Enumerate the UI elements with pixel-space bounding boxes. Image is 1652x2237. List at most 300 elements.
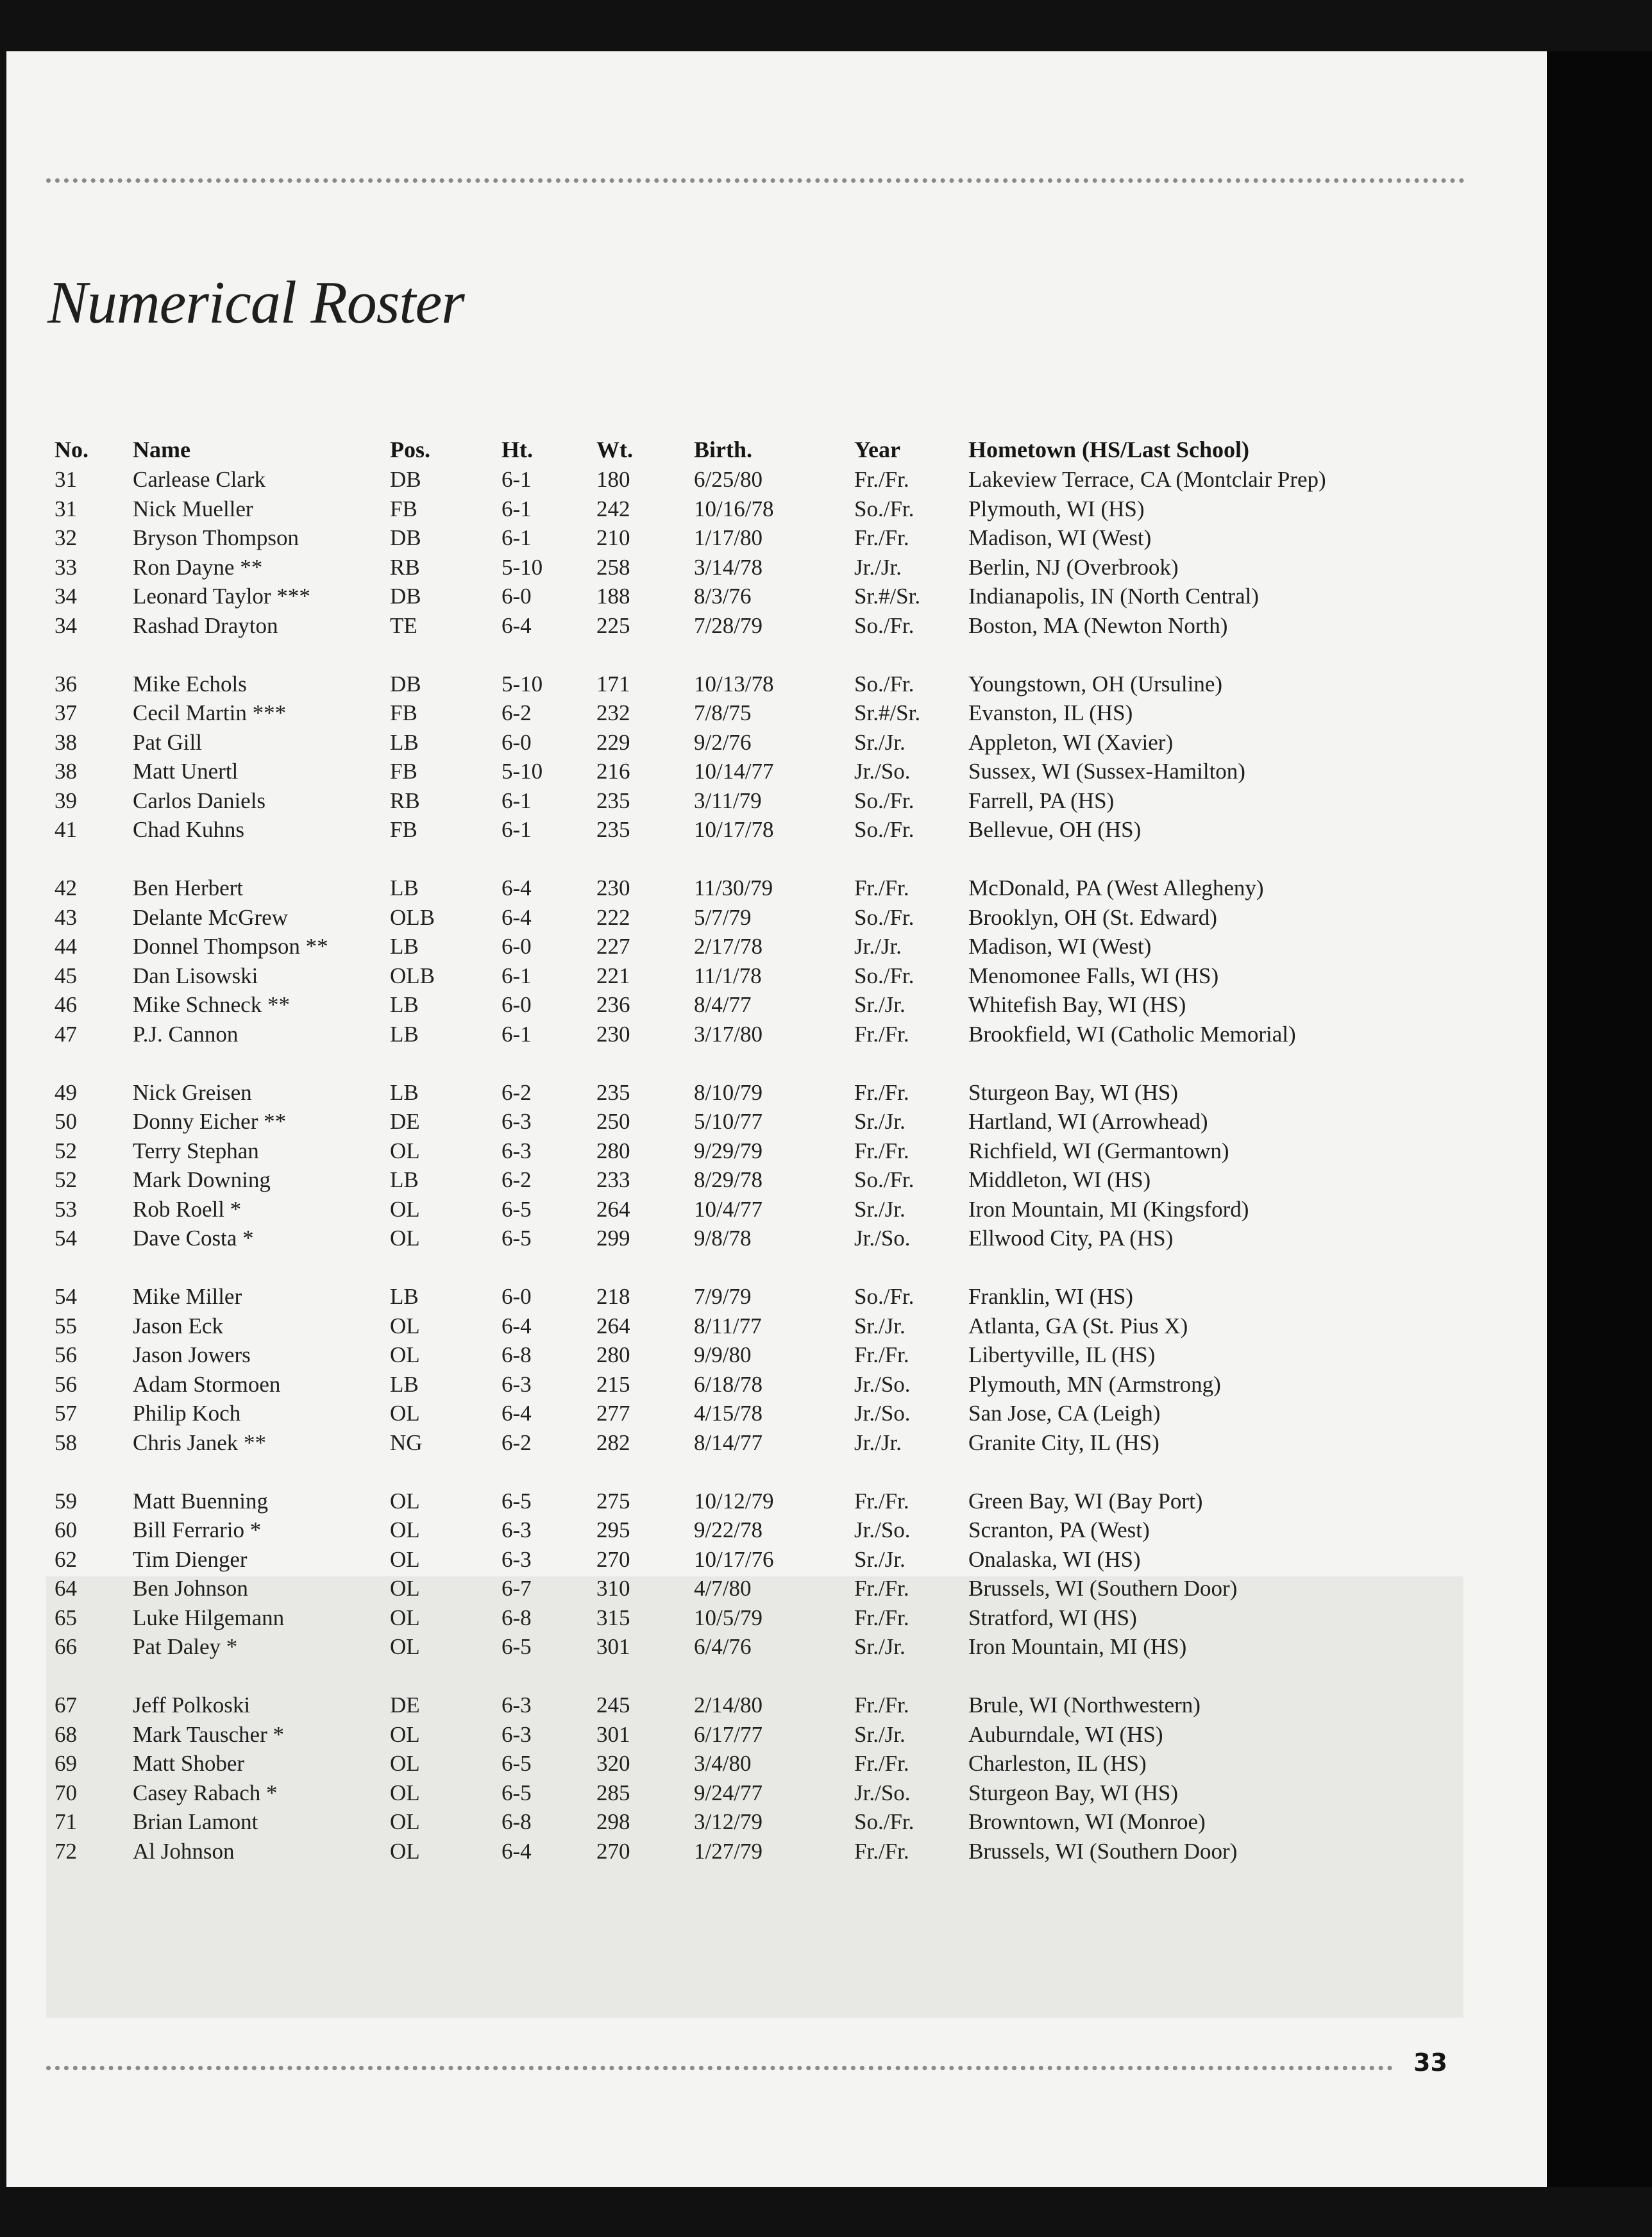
row-11-no: 39 (55, 788, 77, 813)
row-16-ht: 6-1 (501, 963, 532, 988)
row-7-hometown: Youngstown, OH (Ursuline) (968, 671, 1223, 696)
row-2-wt: 242 (596, 496, 630, 521)
row-2-name: Nick Mueller (133, 496, 253, 521)
row-15-no: 44 (55, 934, 77, 959)
page-title: Numerical Roster (47, 269, 464, 336)
row-13-hometown: McDonald, PA (West Allegheny) (968, 875, 1264, 900)
row-41-year: So./Fr. (854, 1809, 914, 1834)
row-15-wt: 227 (596, 934, 630, 959)
row-32-hometown: Scranton, PA (West) (968, 1517, 1150, 1542)
row-19-hometown: Sturgeon Bay, WI (HS) (968, 1079, 1178, 1105)
row-20-ht: 6-3 (501, 1109, 532, 1134)
row-38-wt: 301 (596, 1721, 630, 1747)
row-38-hometown: Auburndale, WI (HS) (968, 1721, 1163, 1747)
row-39-pos: OL (390, 1751, 420, 1776)
row-30-ht: 6-2 (501, 1430, 532, 1455)
row-9-birth: 9/2/76 (694, 729, 752, 755)
row-18-pos: LB (390, 1021, 419, 1047)
row-17-pos: LB (390, 992, 419, 1017)
row-28-birth: 6/18/78 (694, 1371, 763, 1397)
row-15-name: Donnel Thompson ** (133, 934, 328, 959)
row-25-hometown: Franklin, WI (HS) (968, 1284, 1133, 1309)
row-34-name: Ben Johnson (133, 1576, 248, 1601)
row-16-hometown: Menomonee Falls, WI (HS) (968, 963, 1219, 988)
row-27-year: Fr./Fr. (854, 1342, 909, 1367)
row-19-birth: 8/10/79 (694, 1079, 763, 1105)
row-4-pos: RB (390, 554, 420, 580)
row-19-year: Fr./Fr. (854, 1079, 909, 1105)
row-14-birth: 5/7/79 (694, 904, 752, 930)
row-21-ht: 6-3 (501, 1138, 532, 1163)
row-13-year: Fr./Fr. (854, 875, 909, 900)
row-4-hometown: Berlin, NJ (Overbrook) (968, 554, 1179, 580)
row-7-ht: 5-10 (501, 671, 543, 696)
row-39-birth: 3/4/80 (694, 1751, 752, 1776)
row-14-no: 43 (55, 904, 77, 930)
row-16-pos: OLB (390, 963, 435, 988)
row-37-ht: 6-3 (501, 1693, 532, 1718)
row-5-year: Sr.#/Sr. (854, 584, 921, 609)
row-31-year: Fr./Fr. (854, 1488, 909, 1514)
row-1-wt: 180 (596, 467, 630, 492)
row-4-ht: 5-10 (501, 554, 543, 580)
row-13-birth: 11/30/79 (694, 875, 773, 900)
row-36-wt: 301 (596, 1634, 630, 1659)
row-19-pos: LB (390, 1079, 419, 1105)
row-21-no: 52 (55, 1138, 77, 1163)
row-6-no: 34 (55, 612, 77, 638)
row-11-ht: 6-1 (501, 788, 532, 813)
row-17-birth: 8/4/77 (694, 992, 752, 1017)
row-25-ht: 6-0 (501, 1284, 532, 1309)
row-25-no: 54 (55, 1284, 77, 1309)
row-1-birth: 6/25/80 (694, 467, 763, 492)
row-11-pos: RB (390, 788, 420, 813)
row-3-ht: 6-1 (501, 525, 532, 550)
row-22-pos: LB (390, 1167, 419, 1192)
row-10-no: 38 (55, 759, 77, 784)
row-20-wt: 250 (596, 1109, 630, 1134)
row-39-name: Matt Shober (133, 1751, 245, 1776)
row-36-birth: 6/4/76 (694, 1634, 752, 1659)
row-21-name: Terry Stephan (133, 1138, 259, 1163)
row-23-no: 53 (55, 1196, 77, 1222)
row-8-wt: 232 (596, 700, 630, 725)
row-3-wt: 210 (596, 525, 630, 550)
row-13-wt: 230 (596, 875, 630, 900)
row-36-year: Sr./Jr. (854, 1634, 906, 1659)
row-21-pos: OL (390, 1138, 420, 1163)
row-25-wt: 218 (596, 1284, 630, 1309)
row-32-ht: 6-3 (501, 1517, 532, 1542)
row-30-pos: NG (390, 1430, 423, 1455)
row-33-no: 62 (55, 1546, 77, 1572)
row-10-pos: FB (390, 759, 417, 784)
row-32-wt: 295 (596, 1517, 630, 1542)
row-33-pos: OL (390, 1546, 420, 1572)
row-15-pos: LB (390, 934, 419, 959)
row-26-wt: 264 (596, 1313, 630, 1338)
row-41-ht: 6-8 (501, 1809, 532, 1834)
row-33-birth: 10/17/76 (694, 1546, 774, 1572)
row-28-year: Jr./So. (854, 1371, 911, 1397)
row-27-wt: 280 (596, 1342, 630, 1367)
row-21-birth: 9/29/79 (694, 1138, 763, 1163)
row-24-name: Dave Costa * (133, 1226, 254, 1251)
row-34-hometown: Brussels, WI (Southern Door) (968, 1576, 1238, 1601)
row-39-year: Fr./Fr. (854, 1751, 909, 1776)
row-24-ht: 6-5 (501, 1226, 532, 1251)
row-3-no: 32 (55, 525, 77, 550)
row-6-hometown: Boston, MA (Newton North) (968, 612, 1228, 638)
row-8-ht: 6-2 (501, 700, 532, 725)
row-18-birth: 3/17/80 (694, 1021, 763, 1047)
row-9-wt: 229 (596, 729, 630, 755)
row-12-wt: 235 (596, 817, 630, 842)
row-31-pos: OL (390, 1488, 420, 1514)
row-16-year: So./Fr. (854, 963, 914, 988)
row-34-birth: 4/7/80 (694, 1576, 752, 1601)
row-28-name: Adam Stormoen (133, 1371, 281, 1397)
row-13-pos: LB (390, 875, 419, 900)
row-9-hometown: Appleton, WI (Xavier) (968, 729, 1174, 755)
header-name: Name (133, 437, 190, 462)
row-8-year: Sr.#/Sr. (854, 700, 921, 725)
row-26-birth: 8/11/77 (694, 1313, 762, 1338)
row-37-no: 67 (55, 1693, 77, 1718)
row-26-year: Sr./Jr. (854, 1313, 906, 1338)
row-35-pos: OL (390, 1605, 420, 1630)
row-30-year: Jr./Jr. (854, 1430, 902, 1455)
row-35-year: Fr./Fr. (854, 1605, 909, 1630)
row-40-hometown: Sturgeon Bay, WI (HS) (968, 1780, 1178, 1805)
row-27-hometown: Libertyville, IL (HS) (968, 1342, 1156, 1367)
row-5-birth: 8/3/76 (694, 584, 752, 609)
row-4-no: 33 (55, 554, 77, 580)
header-pos: Pos. (390, 437, 430, 462)
row-7-no: 36 (55, 671, 77, 696)
row-14-name: Delante McGrew (133, 904, 288, 930)
row-20-no: 50 (55, 1109, 77, 1134)
row-41-no: 71 (55, 1809, 77, 1834)
row-18-ht: 6-1 (501, 1021, 532, 1047)
row-40-year: Jr./So. (854, 1780, 911, 1805)
row-16-wt: 221 (596, 963, 630, 988)
row-3-birth: 1/17/80 (694, 525, 763, 550)
row-19-no: 49 (55, 1079, 77, 1105)
row-12-pos: FB (390, 817, 417, 842)
row-20-birth: 5/10/77 (694, 1109, 763, 1134)
row-31-no: 59 (55, 1488, 77, 1514)
row-26-hometown: Atlanta, GA (St. Pius X) (968, 1313, 1188, 1338)
row-2-year: So./Fr. (854, 496, 914, 521)
row-42-hometown: Brussels, WI (Southern Door) (968, 1838, 1238, 1864)
row-23-year: Sr./Jr. (854, 1196, 906, 1222)
row-38-year: Sr./Jr. (854, 1721, 906, 1747)
row-42-no: 72 (55, 1838, 77, 1864)
row-31-birth: 10/12/79 (694, 1488, 774, 1514)
row-27-no: 56 (55, 1342, 77, 1367)
row-29-wt: 277 (596, 1401, 630, 1426)
row-29-year: Jr./So. (854, 1401, 911, 1426)
row-17-name: Mike Schneck ** (133, 992, 290, 1017)
row-4-birth: 3/14/78 (694, 554, 763, 580)
row-21-hometown: Richfield, WI (Germantown) (968, 1138, 1229, 1163)
row-23-birth: 10/4/77 (694, 1196, 763, 1222)
row-17-hometown: Whitefish Bay, WI (HS) (968, 992, 1186, 1017)
row-11-name: Carlos Daniels (133, 788, 266, 813)
row-17-no: 46 (55, 992, 77, 1017)
row-16-name: Dan Lisowski (133, 963, 258, 988)
row-38-ht: 6-3 (501, 1721, 532, 1747)
row-40-ht: 6-5 (501, 1780, 532, 1805)
row-34-no: 64 (55, 1576, 77, 1601)
row-7-year: So./Fr. (854, 671, 914, 696)
row-24-pos: OL (390, 1226, 420, 1251)
row-35-hometown: Stratford, WI (HS) (968, 1605, 1137, 1630)
row-38-name: Mark Tauscher * (133, 1721, 284, 1747)
header-wt: Wt. (596, 437, 633, 462)
row-20-pos: DE (390, 1109, 420, 1134)
row-37-name: Jeff Polkoski (133, 1693, 251, 1718)
row-6-pos: TE (390, 612, 417, 638)
row-39-ht: 6-5 (501, 1751, 532, 1776)
row-14-wt: 222 (596, 904, 630, 930)
row-4-name: Ron Dayne ** (133, 554, 263, 580)
row-33-name: Tim Dienger (133, 1546, 248, 1572)
row-12-ht: 6-1 (501, 817, 532, 842)
row-25-pos: LB (390, 1284, 419, 1309)
header-no: No. (55, 437, 88, 462)
row-14-ht: 6-4 (501, 904, 532, 930)
row-8-pos: FB (390, 700, 417, 725)
row-2-pos: FB (390, 496, 417, 521)
row-30-name: Chris Janek ** (133, 1430, 267, 1455)
row-40-birth: 9/24/77 (694, 1780, 763, 1805)
row-23-name: Rob Roell * (133, 1196, 242, 1222)
row-24-hometown: Ellwood City, PA (HS) (968, 1226, 1174, 1251)
row-37-year: Fr./Fr. (854, 1693, 909, 1718)
row-6-birth: 7/28/79 (694, 612, 763, 638)
row-31-name: Matt Buenning (133, 1488, 268, 1514)
row-35-birth: 10/5/79 (694, 1605, 763, 1630)
row-7-birth: 10/13/78 (694, 671, 774, 696)
row-37-birth: 2/14/80 (694, 1693, 763, 1718)
row-30-hometown: Granite City, IL (HS) (968, 1430, 1159, 1455)
row-8-hometown: Evanston, IL (HS) (968, 700, 1133, 725)
row-20-hometown: Hartland, WI (Arrowhead) (968, 1109, 1208, 1134)
row-10-name: Matt Unertl (133, 759, 239, 784)
row-39-wt: 320 (596, 1751, 630, 1776)
row-11-hometown: Farrell, PA (HS) (968, 788, 1115, 813)
row-9-no: 38 (55, 729, 77, 755)
row-11-year: So./Fr. (854, 788, 914, 813)
row-13-ht: 6-4 (501, 875, 532, 900)
row-42-ht: 6-4 (501, 1838, 532, 1864)
row-5-ht: 6-0 (501, 584, 532, 609)
row-26-name: Jason Eck (133, 1313, 223, 1338)
row-28-no: 56 (55, 1371, 77, 1397)
row-10-birth: 10/14/77 (694, 759, 774, 784)
row-24-wt: 299 (596, 1226, 630, 1251)
row-18-hometown: Brookfield, WI (Catholic Memorial) (968, 1021, 1296, 1047)
row-28-hometown: Plymouth, MN (Armstrong) (968, 1371, 1221, 1397)
row-29-hometown: San Jose, CA (Leigh) (968, 1401, 1161, 1426)
row-22-no: 52 (55, 1167, 77, 1192)
row-42-name: Al Johnson (133, 1838, 235, 1864)
row-21-wt: 280 (596, 1138, 630, 1163)
row-3-pos: DB (390, 525, 421, 550)
row-2-birth: 10/16/78 (694, 496, 774, 521)
row-30-wt: 282 (596, 1430, 630, 1455)
row-22-year: So./Fr. (854, 1167, 914, 1192)
row-27-pos: OL (390, 1342, 420, 1367)
row-42-wt: 270 (596, 1838, 630, 1864)
header-hometown: Hometown (HS/Last School) (968, 437, 1250, 462)
row-41-birth: 3/12/79 (694, 1809, 763, 1834)
row-2-ht: 6-1 (501, 496, 532, 521)
row-5-hometown: Indianapolis, IN (North Central) (968, 584, 1259, 609)
row-5-pos: DB (390, 584, 421, 609)
row-5-wt: 188 (596, 584, 630, 609)
row-38-birth: 6/17/77 (694, 1721, 763, 1747)
row-18-wt: 230 (596, 1021, 630, 1047)
row-35-no: 65 (55, 1605, 77, 1630)
row-19-name: Nick Greisen (133, 1079, 252, 1105)
row-10-year: Jr./So. (854, 759, 911, 784)
row-33-ht: 6-3 (501, 1546, 532, 1572)
row-17-ht: 6-0 (501, 992, 532, 1017)
row-22-birth: 8/29/78 (694, 1167, 763, 1192)
header-year: Year (854, 437, 900, 462)
row-37-hometown: Brule, WI (Northwestern) (968, 1693, 1201, 1718)
row-1-hometown: Lakeview Terrace, CA (Montclair Prep) (968, 467, 1326, 492)
row-15-ht: 6-0 (501, 934, 532, 959)
row-5-no: 34 (55, 584, 77, 609)
row-12-no: 41 (55, 817, 77, 842)
row-6-ht: 6-4 (501, 612, 532, 638)
row-29-pos: OL (390, 1401, 420, 1426)
row-34-pos: OL (390, 1576, 420, 1601)
row-24-no: 54 (55, 1226, 77, 1251)
row-23-wt: 264 (596, 1196, 630, 1222)
row-36-ht: 6-5 (501, 1634, 532, 1659)
bottom-dotted-rule (46, 2066, 1393, 2070)
row-19-wt: 235 (596, 1079, 630, 1105)
row-29-no: 57 (55, 1401, 77, 1426)
row-20-name: Donny Eicher ** (133, 1109, 287, 1134)
row-28-wt: 215 (596, 1371, 630, 1397)
row-7-name: Mike Echols (133, 671, 247, 696)
row-24-year: Jr./So. (854, 1226, 911, 1251)
row-7-pos: DB (390, 671, 421, 696)
row-22-name: Mark Downing (133, 1167, 271, 1192)
row-3-hometown: Madison, WI (West) (968, 525, 1152, 550)
row-38-pos: OL (390, 1721, 420, 1747)
row-13-no: 42 (55, 875, 77, 900)
row-1-no: 31 (55, 467, 77, 492)
row-22-hometown: Middleton, WI (HS) (968, 1167, 1151, 1192)
row-39-hometown: Charleston, IL (HS) (968, 1751, 1147, 1776)
row-27-ht: 6-8 (501, 1342, 532, 1367)
row-31-hometown: Green Bay, WI (Bay Port) (968, 1488, 1203, 1514)
row-29-name: Philip Koch (133, 1401, 241, 1426)
row-7-wt: 171 (596, 671, 630, 696)
row-10-wt: 216 (596, 759, 630, 784)
row-41-name: Brian Lamont (133, 1809, 258, 1834)
document-sheet (6, 51, 1547, 2187)
row-25-birth: 7/9/79 (694, 1284, 752, 1309)
row-32-year: Jr./So. (854, 1517, 911, 1542)
row-16-no: 45 (55, 963, 77, 988)
row-33-wt: 270 (596, 1546, 630, 1572)
row-9-pos: LB (390, 729, 419, 755)
row-36-no: 66 (55, 1634, 77, 1659)
row-6-year: So./Fr. (854, 612, 914, 638)
row-36-name: Pat Daley * (133, 1634, 238, 1659)
row-37-pos: DE (390, 1693, 420, 1718)
row-16-birth: 11/1/78 (694, 963, 762, 988)
row-3-name: Bryson Thompson (133, 525, 299, 550)
row-36-pos: OL (390, 1634, 420, 1659)
row-17-wt: 236 (596, 992, 630, 1017)
row-28-ht: 6-3 (501, 1371, 532, 1397)
row-35-wt: 315 (596, 1605, 630, 1630)
row-14-hometown: Brooklyn, OH (St. Edward) (968, 904, 1217, 930)
row-20-year: Sr./Jr. (854, 1109, 906, 1134)
row-15-hometown: Madison, WI (West) (968, 934, 1152, 959)
row-26-ht: 6-4 (501, 1313, 532, 1338)
row-23-pos: OL (390, 1196, 420, 1222)
row-32-no: 60 (55, 1517, 77, 1542)
row-40-wt: 285 (596, 1780, 630, 1805)
row-40-pos: OL (390, 1780, 420, 1805)
row-27-name: Jason Jowers (133, 1342, 251, 1367)
row-9-name: Pat Gill (133, 729, 202, 755)
row-41-pos: OL (390, 1809, 420, 1834)
row-40-no: 70 (55, 1780, 77, 1805)
row-35-ht: 6-8 (501, 1605, 532, 1630)
row-25-year: So./Fr. (854, 1284, 914, 1309)
row-34-wt: 310 (596, 1576, 630, 1601)
row-41-wt: 298 (596, 1809, 630, 1834)
row-32-birth: 9/22/78 (694, 1517, 763, 1542)
row-18-name: P.J. Cannon (133, 1021, 239, 1047)
row-42-birth: 1/27/79 (694, 1838, 763, 1864)
row-27-birth: 9/9/80 (694, 1342, 752, 1367)
row-33-hometown: Onalaska, WI (HS) (968, 1546, 1141, 1572)
header-birth: Birth. (694, 437, 753, 462)
row-30-birth: 8/14/77 (694, 1430, 763, 1455)
row-26-no: 55 (55, 1313, 77, 1338)
row-33-year: Sr./Jr. (854, 1546, 906, 1572)
row-18-year: Fr./Fr. (854, 1021, 909, 1047)
row-29-ht: 6-4 (501, 1401, 532, 1426)
row-5-name: Leonard Taylor *** (133, 584, 310, 609)
row-29-birth: 4/15/78 (694, 1401, 763, 1426)
row-35-name: Luke Hilgemann (133, 1605, 285, 1630)
row-3-year: Fr./Fr. (854, 525, 909, 550)
row-31-wt: 275 (596, 1488, 630, 1514)
row-22-wt: 233 (596, 1167, 630, 1192)
row-32-name: Bill Ferrario * (133, 1517, 262, 1542)
row-1-year: Fr./Fr. (854, 467, 909, 492)
row-6-name: Rashad Drayton (133, 612, 278, 638)
roster-table (6, 51, 1547, 2187)
row-34-year: Fr./Fr. (854, 1576, 909, 1601)
header-ht: Ht. (501, 437, 533, 462)
row-9-ht: 6-0 (501, 729, 532, 755)
